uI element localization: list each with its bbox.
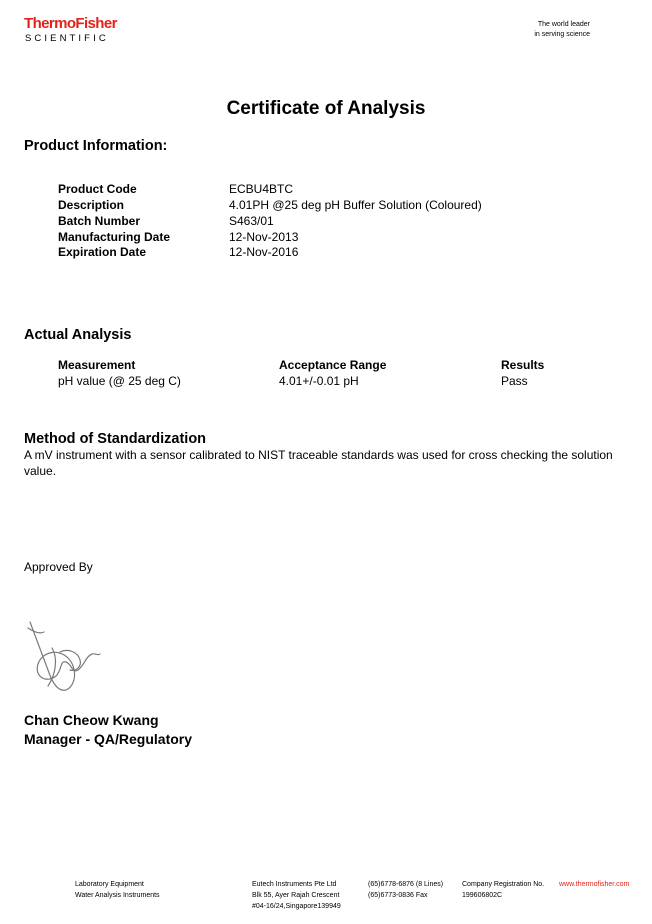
info-value: 12-Nov-2013 [229, 230, 299, 244]
footer-text: Water Analysis Instruments [75, 892, 160, 899]
info-value: ECBU4BTC [229, 182, 294, 196]
analysis-result-value: Pass [501, 374, 528, 388]
tagline-line1: The world leader [537, 21, 590, 28]
footer-text: Company Registration No. [462, 881, 545, 888]
method-text: A mV instrument with a sensor calibrated to NIST traceable standards was used for cross checking the solution value. [24, 448, 613, 478]
approver-role: Manager - QA/Regulatory [24, 731, 193, 747]
approver-name: Chan Cheow Kwang [24, 712, 159, 728]
brand-logo-top: ThermoFisher [24, 15, 117, 32]
document-title: Certificate of Analysis [226, 98, 426, 119]
handwritten-signature-icon [22, 618, 104, 700]
footer-text: Blk 55, Ayer Rajah Crescent [252, 892, 340, 899]
footer-text: Eutech Instruments Pte Ltd [252, 881, 337, 888]
approved-by-label: Approved By [24, 560, 93, 574]
column-header-acceptance-range: Acceptance Range [279, 358, 387, 372]
info-label: Expiration Date [58, 245, 147, 259]
brand-tagline [470, 20, 590, 40]
info-value: 4.01PH @25 deg pH Buffer Solution (Coloured) [229, 198, 482, 212]
analysis-measurement-value: pH value (@ 25 deg C) [58, 374, 181, 388]
footer-col-address [252, 879, 341, 912]
analysis-heading: Actual Analysis [24, 327, 132, 343]
info-label: Manufacturing Date [58, 230, 171, 244]
column-header-measurement: Measurement [58, 358, 136, 372]
footer-col-phone [368, 879, 443, 901]
info-value: 12-Nov-2016 [229, 245, 299, 259]
footer-text: #04-16/24,Singapore139949 [252, 903, 341, 910]
brand-logo-bottom: SCIENTIFIC [25, 33, 109, 44]
info-value: S463/01 [229, 214, 274, 228]
product-info-heading: Product Information: [24, 138, 168, 154]
analysis-range-value: 4.01+/-0.01 pH [279, 374, 359, 388]
footer-text: 199606802C [462, 892, 503, 899]
footer-text: (65)6773-0836 Fax [368, 892, 428, 899]
footer-text: Laboratory Equipment [75, 881, 144, 888]
info-label: Product Code [58, 182, 137, 196]
method-heading: Method of Standardization [24, 431, 207, 447]
footer-col-products [75, 879, 160, 901]
footer-text: (65)6778-6876 (8 Lines) [368, 881, 444, 888]
column-header-results: Results [501, 358, 545, 372]
footer-col-registration [462, 879, 544, 901]
info-label: Description [58, 198, 125, 212]
info-label: Batch Number [58, 214, 141, 228]
footer-website-link[interactable]: www.thermofisher.com [559, 881, 630, 888]
tagline-line2: in serving science [534, 31, 590, 38]
